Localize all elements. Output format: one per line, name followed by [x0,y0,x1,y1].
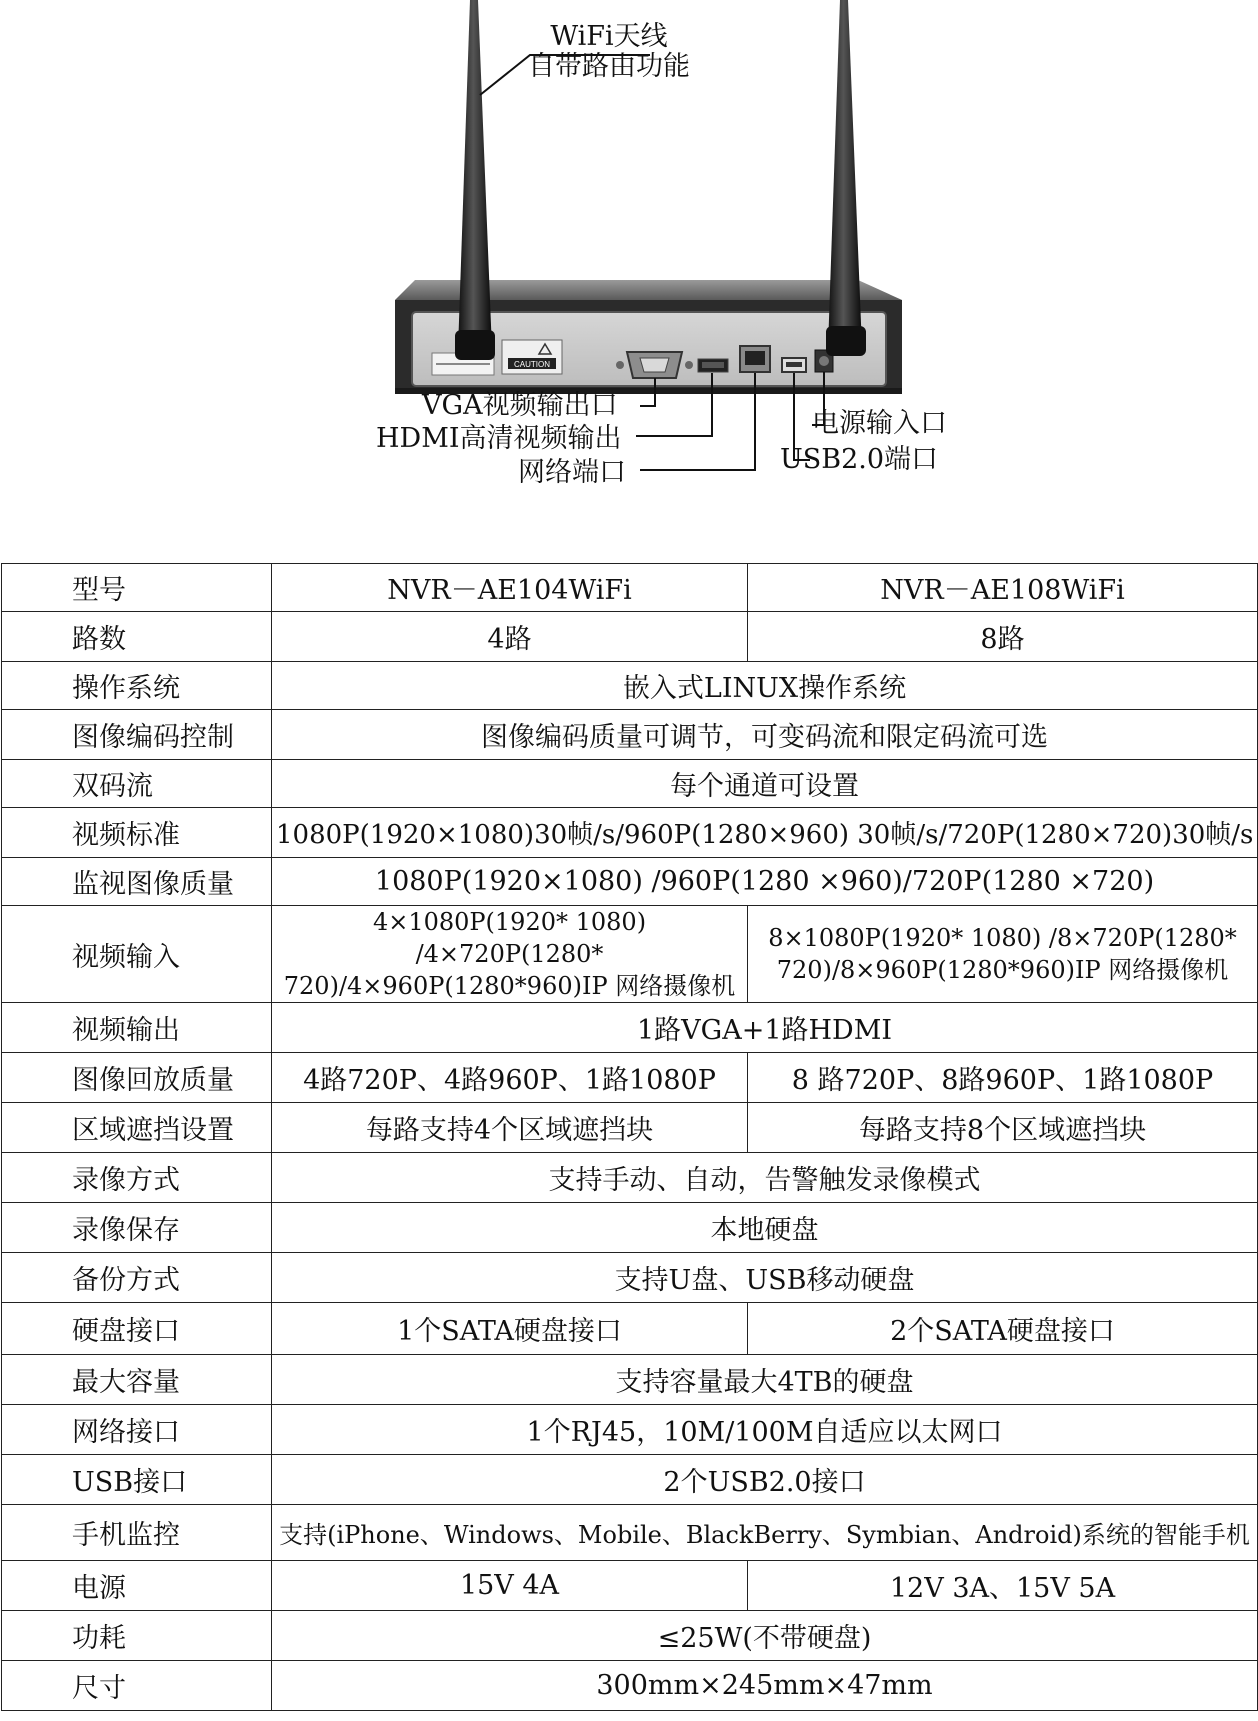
spec-row [2,1561,1258,1611]
usb-port [782,358,806,372]
spec-label: 最大容量 [2,1355,272,1405]
spec-label: 操作系统 [2,662,272,710]
spec-label: 视频输入 [2,906,272,1003]
spec-row [2,710,1258,760]
spec-label: 电源 [2,1561,272,1611]
spec-table-body [2,564,1258,1711]
hdmi-port [698,359,728,372]
spec-value: 支持手动、自动，告警触发录像模式 [272,1153,1258,1203]
spec-label: 手机监控 [2,1505,272,1561]
spec-value: 1个RJ45，10M/100M自适应以太网口 [272,1405,1258,1455]
spec-value-ae104: 15V 4A [272,1561,748,1611]
spec-value-ae104: 4路 [272,612,748,662]
spec-value-ae108: 8路 [748,612,1258,662]
spec-value-ae108: 8 路720P、8路960P、1路1080P [748,1053,1258,1103]
spec-row [2,1661,1258,1711]
spec-row [2,1611,1258,1661]
spec-value: 2个USB2.0接口 [272,1455,1258,1505]
callout-wifi-antenna [528,22,690,82]
antenna-right [826,0,866,356]
spec-value-ae104: NVR－AE104WiFi [272,564,748,612]
spec-row [2,1103,1258,1153]
spec-value-ae108: 12V 3A、15V 5A [748,1561,1258,1611]
spec-value-ae108: 每路支持8个区域遮挡块 [748,1103,1258,1153]
spec-row [2,1455,1258,1505]
spec-row [2,564,1258,612]
spec-label: 视频输出 [2,1003,272,1053]
device-figure [0,0,1258,520]
spec-value-ae104: 4路720P、4路960P、1路1080P [272,1053,748,1103]
spec-value: 1路VGA+1路HDMI [272,1003,1258,1053]
spec-label: 录像保存 [2,1203,272,1253]
spec-label: 型号 [2,564,272,612]
spec-row [2,1203,1258,1253]
spec-row [2,1355,1258,1405]
antenna-left [455,0,495,360]
spec-value-ae108: 8×1080P(1920* 1080) /8×720P(1280* 720)/8×960P(1280*960)IP 网络摄像机 [748,906,1258,1003]
spec-row [2,1505,1258,1561]
spec-label: 路数 [2,612,272,662]
spec-table [1,563,1258,1711]
spec-label: 监视图像质量 [2,858,272,906]
callout-vga: VGA视频输出口 [422,390,618,421]
caution-text: CAUTION [514,360,550,369]
spec-value: 1080P(1920×1080) /960P(1280 ×960)/720P(1280 ×720) [272,858,1258,906]
spec-value: 嵌入式LINUX操作系统 [272,662,1258,710]
spec-row [2,1253,1258,1303]
spec-row [2,906,1258,1003]
lan-port [740,346,770,372]
spec-value: 图像编码质量可调节，可变码流和限定码流可选 [272,710,1258,760]
callout-wifi-line2: 自带路由功能 [528,51,690,82]
spec-row [2,1153,1258,1203]
spec-value-ae108: NVR－AE108WiFi [748,564,1258,612]
callout-power: 电源输入口 [812,408,947,439]
spec-label: 尺寸 [2,1661,272,1711]
spec-row [2,1053,1258,1103]
spec-row [2,808,1258,858]
spec-row [2,662,1258,710]
spec-value: 支持容量最大4TB的硬盘 [272,1355,1258,1405]
spec-label: 备份方式 [2,1253,272,1303]
spec-value: 300mm×245mm×47mm [272,1661,1258,1711]
spec-label: USB接口 [2,1455,272,1505]
spec-label: 视频标准 [2,808,272,858]
spec-value-ae104: 1个SATA硬盘接口 [272,1303,748,1355]
spec-label: 网络接口 [2,1405,272,1455]
spec-value: 本地硬盘 [272,1203,1258,1253]
callout-network: 网络端口 [518,457,626,488]
spec-row [2,612,1258,662]
spec-label: 功耗 [2,1611,272,1661]
spec-value-ae104: 4×1080P(1920* 1080) /4×720P(1280* 720)/4×960P(1280*960)IP 网络摄像机 [272,906,748,1003]
spec-label: 图像回放质量 [2,1053,272,1103]
callout-wifi-line1: WiFi天线 [550,21,668,52]
callout-usb: USB2.0端口 [780,444,939,475]
spec-value: 每个通道可设置 [272,760,1258,808]
spec-value: 支持U盘、USB移动硬盘 [272,1253,1258,1303]
spec-label: 硬盘接口 [2,1303,272,1355]
spec-label: 图像编码控制 [2,710,272,760]
spec-row [2,1003,1258,1053]
spec-row [2,760,1258,808]
callout-hdmi: HDMI高清视频输出 [376,423,622,454]
spec-row [2,1303,1258,1355]
spec-value: 1080P(1920×1080)30帧/s/960P(1280×960) 30帧/s/720P(1280×720)30帧/s [272,808,1258,858]
spec-value-ae104: 每路支持4个区域遮挡块 [272,1103,748,1153]
spec-label: 双码流 [2,760,272,808]
spec-label: 录像方式 [2,1153,272,1203]
spec-value: ≤25W(不带硬盘) [272,1611,1258,1661]
spec-value-ae108: 2个SATA硬盘接口 [748,1303,1258,1355]
spec-label: 区域遮挡设置 [2,1103,272,1153]
spec-row [2,858,1258,906]
spec-value: 支持(iPhone、Windows、Mobile、BlackBerry、Symbian、Android)系统的智能手机 [272,1505,1258,1561]
caution-sticker [502,340,562,374]
spec-row [2,1405,1258,1455]
